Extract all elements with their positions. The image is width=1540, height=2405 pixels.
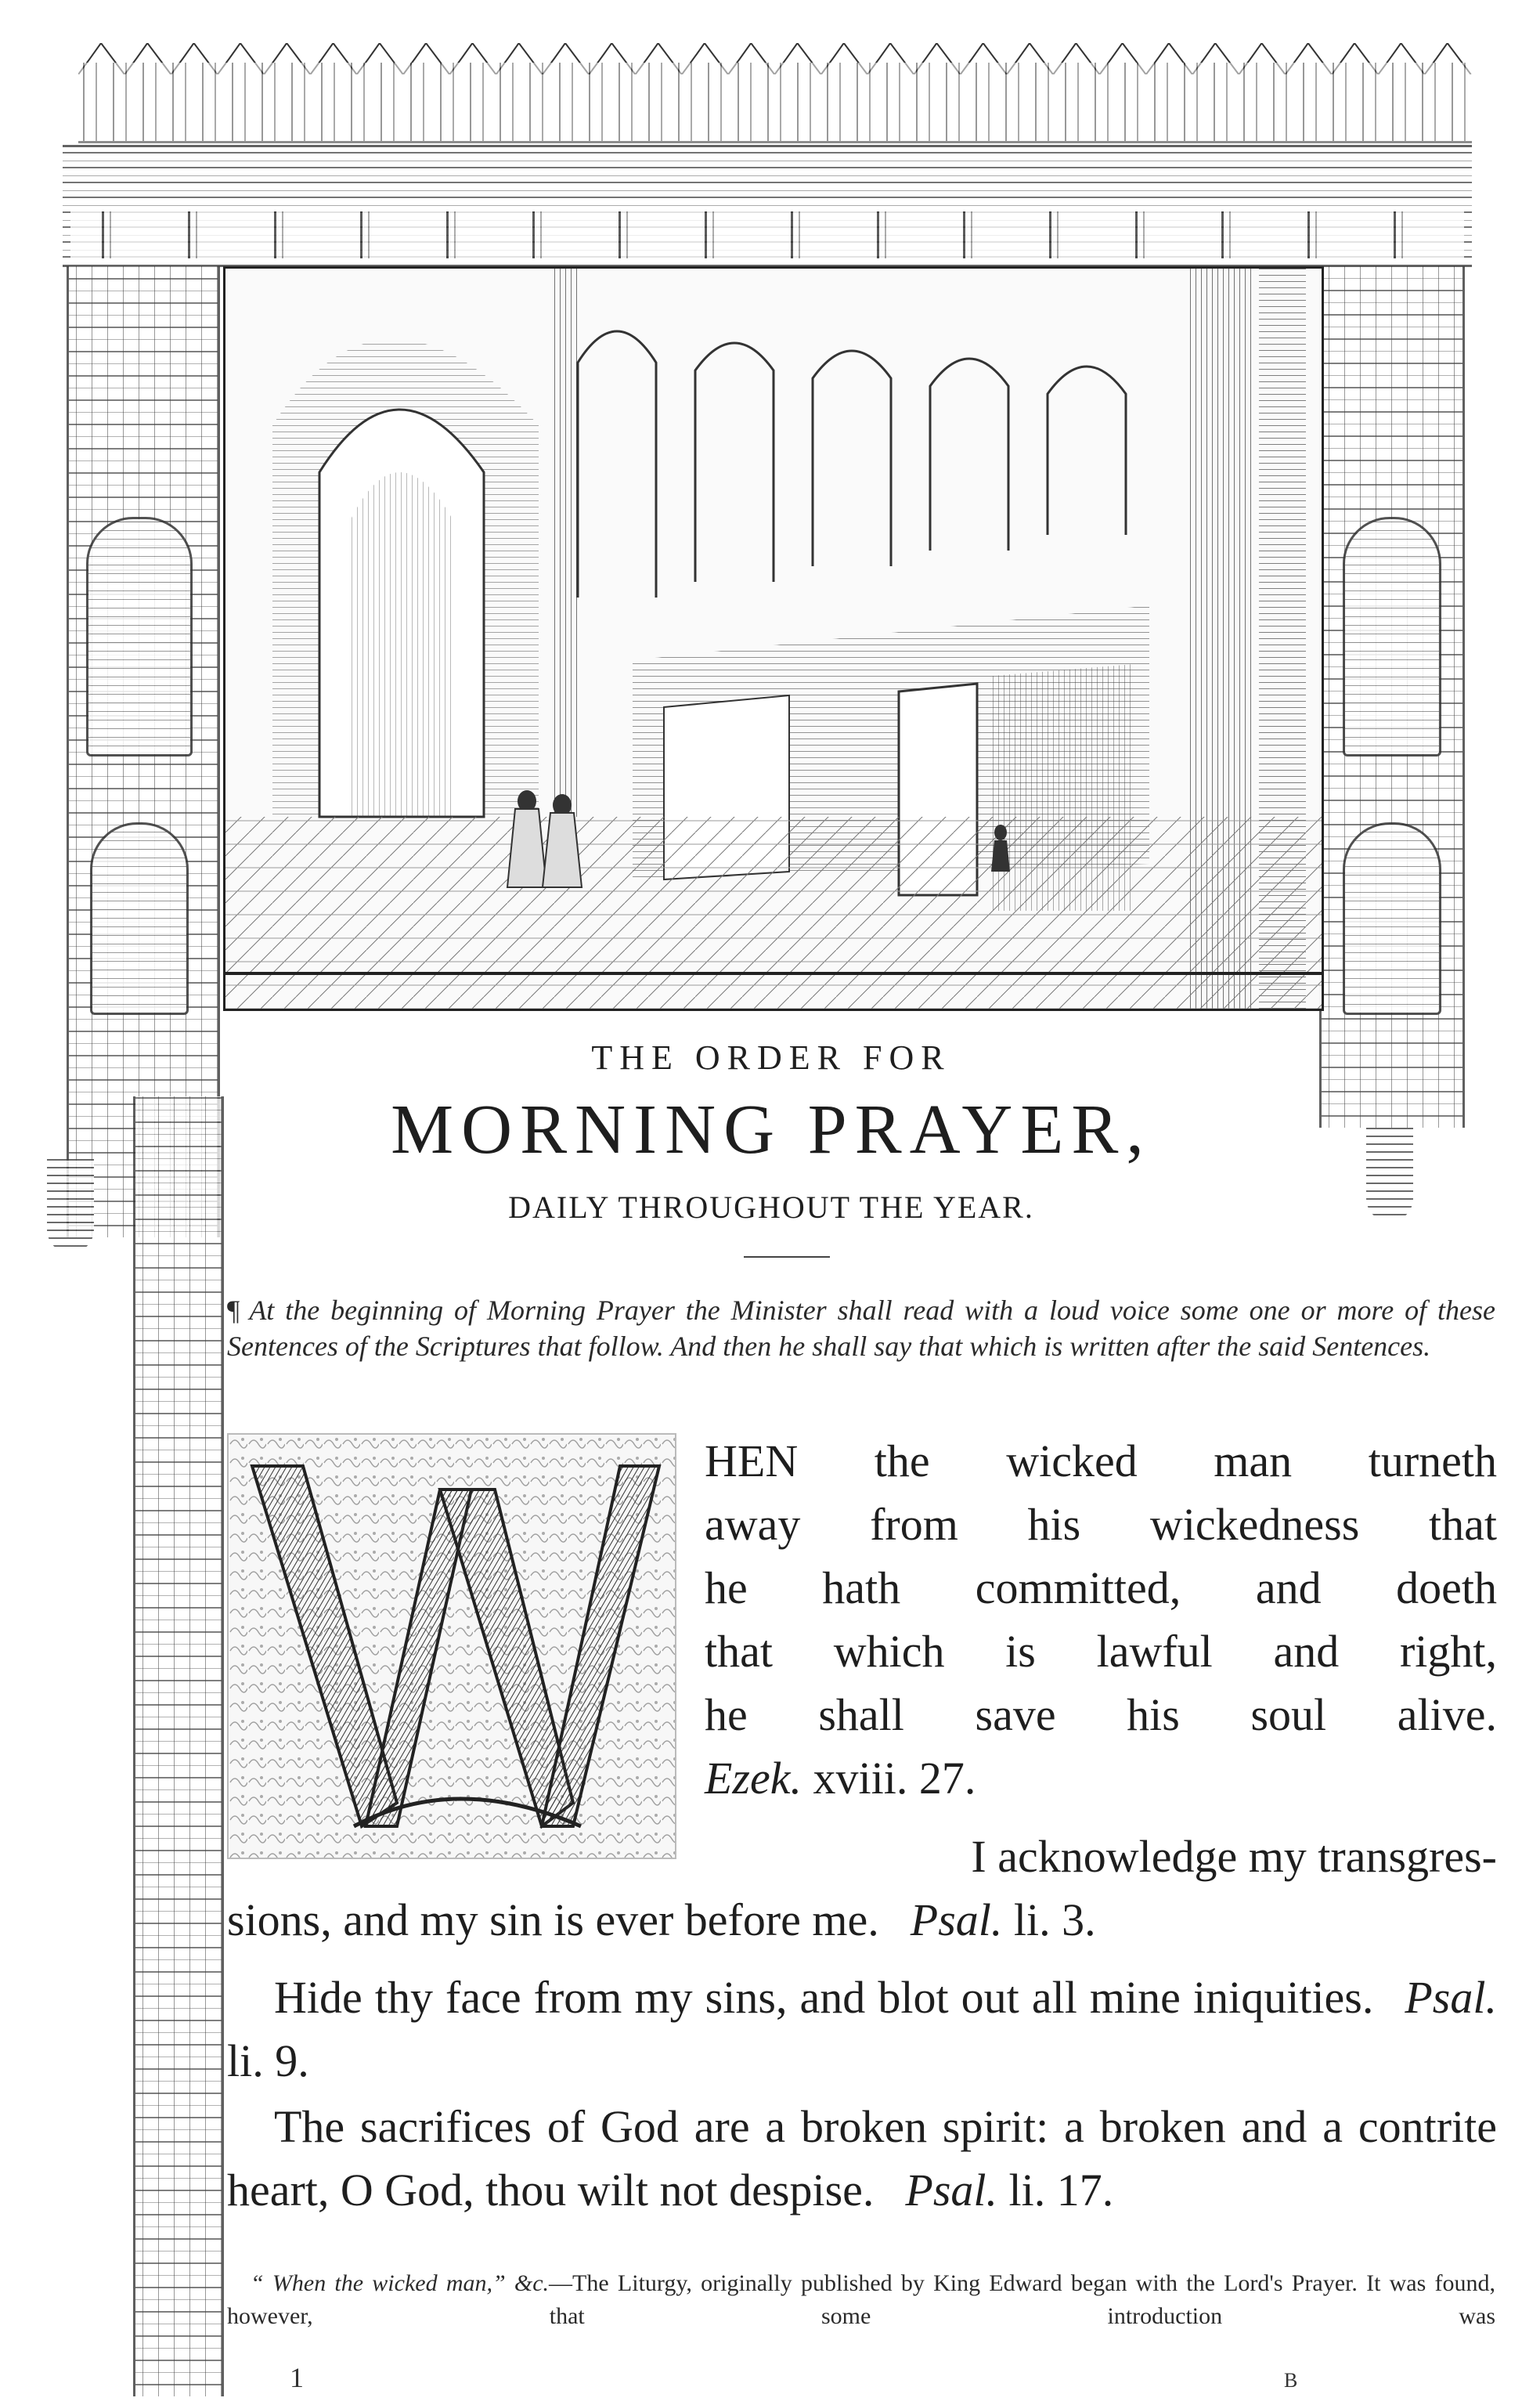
frieze-panels <box>70 211 1464 258</box>
sentence-line: that which is lawful and right, <box>705 1626 1497 1677</box>
sentence-line: he hath committed, and doeth <box>705 1562 1497 1613</box>
left-lower-niche <box>90 822 189 1015</box>
sentence-line: he shall save his soul alive. <box>705 1689 1497 1740</box>
right-saint-niche <box>1343 517 1441 757</box>
reference-chapter: li. 9. <box>227 2035 309 2086</box>
rubric <box>227 1292 1495 1364</box>
sentence-text: sions, and my sin is ever before me. <box>227 1894 879 1945</box>
rubric-text: At the beginning of Morning Prayer the Minister shall read with a loud voice some one or more of these Sentences of the Scriptures that follow. And then he shall say that which is written after the said Sentences. <box>227 1295 1495 1362</box>
left-finial <box>47 1159 94 1253</box>
footnote-quote: “ When the wicked man,” &c. <box>251 2270 550 2296</box>
reference-book: Psal. <box>1405 1972 1497 2023</box>
sentence-line <box>227 1888 1497 1952</box>
reference-book: Psal. <box>910 1894 1003 1945</box>
reference-chapter: li. 17. <box>1008 2165 1114 2215</box>
sentence-line: HEN the wicked man turneth <box>705 1435 1497 1486</box>
pretitle: THE ORDER FOR <box>591 1038 951 1077</box>
crest-band <box>78 63 1472 143</box>
footnote <box>227 2267 1495 2333</box>
pilcrow-icon: ¶ <box>227 1295 240 1326</box>
sentence-line <box>227 1825 1497 1888</box>
subtitle: DAILY THROUGHOUT THE YEAR. <box>508 1190 1034 1225</box>
reference-book: Psal. <box>905 2165 998 2215</box>
cathedral-interior-engraving <box>223 266 1324 1011</box>
sentence-psalm-51-3 <box>227 1825 1497 1952</box>
page-title: MORNING PRAYER, <box>391 1091 1152 1168</box>
right-finial <box>1366 1128 1413 1222</box>
left-saint-niche <box>86 517 193 757</box>
sentence-psalm-51-17 <box>227 2095 1497 2222</box>
footnote-text: —The Liturgy, originally published by King Edward began with the Lord's Prayer. It was found, however, that some introduction was <box>227 2270 1495 2329</box>
sentence-text: The sacrifices of God are a broken spirit: a broken and a contrite heart, O God, thou wilt not despise. <box>227 2101 1497 2215</box>
signature-mark: B <box>1284 2369 1298 2392</box>
left-pillar-shaft <box>133 1096 224 2396</box>
sentence-text: I acknowledge my transgres- <box>971 1831 1497 1882</box>
right-lower-niche <box>1343 822 1441 1015</box>
reference-book: Ezek. <box>705 1753 802 1804</box>
illuminated-initial-w <box>227 1433 676 1859</box>
reference-chapter: xviii. 27. <box>813 1753 976 1804</box>
sentence-text: Hide thy face from my sins, and blot out all mine iniquities. <box>274 1972 1374 2023</box>
reference-chapter: li. 3. <box>1013 1894 1096 1945</box>
sentence-psalm-51-9 <box>227 1966 1497 2093</box>
title-block <box>223 1038 1319 1226</box>
title-rule <box>744 1256 830 1258</box>
sentence-ezekiel <box>705 1429 1497 1810</box>
sentence-line: away from his wickedness that <box>705 1499 1497 1550</box>
scripture-reference <box>705 1746 1497 1810</box>
page-number: 1 <box>290 2362 304 2393</box>
